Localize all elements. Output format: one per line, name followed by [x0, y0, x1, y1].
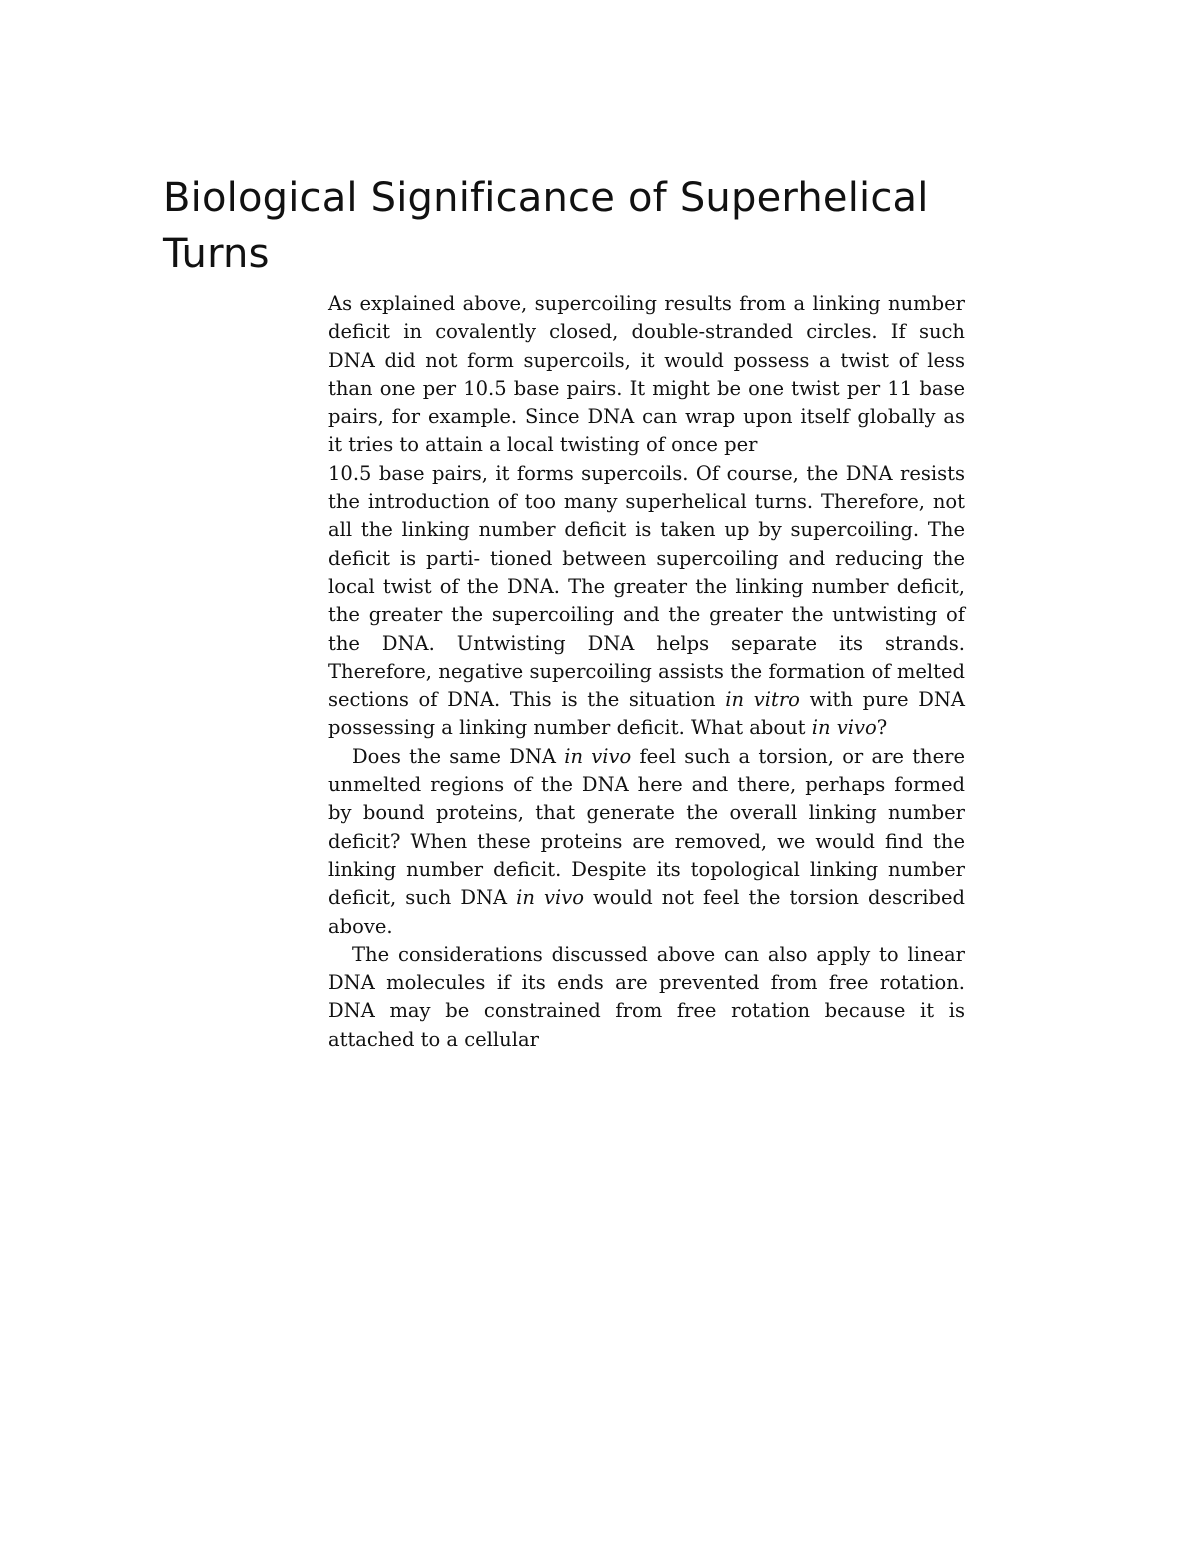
paragraph-2-italic-1: in vitro: [725, 688, 800, 712]
paragraph-2-text-a: 10.5 base pairs, it forms supercoils. Of course, the DNA resists the introduction of too many superhelical turns. Therefore, not all the linking number deficit is taken up by supercoiling. The deficit is parti- tioned between supercoiling and reducing the local twist of the DNA. The greater the linking number deficit, the greater the supercoiling and the greater the untwisting of the DNA. Untwisting DNA helps separate its strands. Therefore, negative supercoiling assists the formation of melted sections of DNA. This is the situation: [328, 461, 965, 712]
section-heading: Biological Significance of Superhelical Turns: [163, 175, 929, 277]
body-text-column: [328, 290, 965, 1054]
paragraph-3: [328, 743, 965, 941]
paragraph-3-italic-2: in vivo: [516, 886, 584, 910]
paragraph-1: As explained above, supercoiling results from a linking number deficit in covalently closed, double-stranded circles. If such DNA did not form supercoils, it would possess a twist of less than one per 10.5 base pairs. It might be one twist per 11 base pairs, for example. Since DNA can wrap upon itself globally as it tries to attain a local twisting of once per: [328, 292, 965, 457]
paragraph-3-italic-1: in vivo: [564, 744, 632, 768]
paragraph-3-text-c: would not feel the torsion described above.: [328, 886, 965, 938]
paragraph-3-text-b: feel such a torsion, or are there unmelted regions of the DNA here and there, perhaps formed by bound proteins, that generate the overall linking number deficit? When these proteins are removed, we would find the linking number deficit. Despite its topological linking number deficit, such DNA: [328, 744, 965, 910]
paragraph-2-text-b: with pure DNA possessing a linking number deficit. What about: [328, 688, 965, 740]
paragraph-2-text-c: ?: [876, 716, 888, 740]
paragraph-4: The considerations discussed above can also apply to linear DNA molecules if its ends are prevented from free rotation. DNA may be constrained from free rotation because it is attached to a cellular: [328, 942, 965, 1051]
paragraph-2: [328, 460, 965, 743]
paragraph-2-italic-2: in vivo: [811, 716, 877, 740]
paragraph-3-text-a: Does the same DNA: [352, 744, 565, 768]
